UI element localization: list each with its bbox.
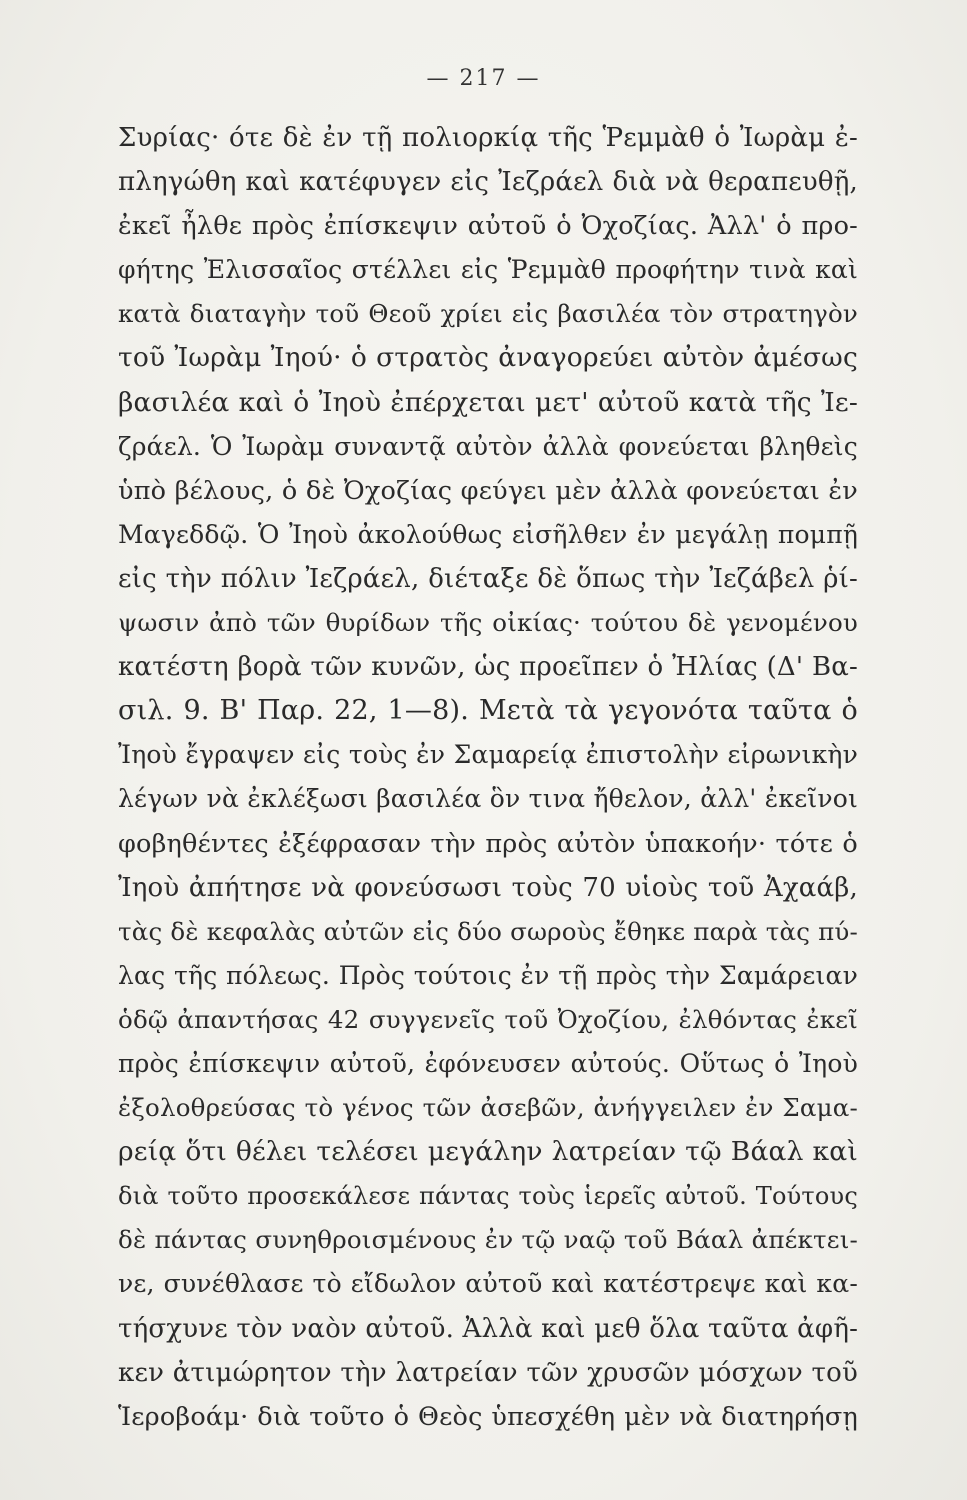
text-line: εἰς τὴν πόλιν Ἰεζράελ, διέταξε δὲ ὅπως τὴν Ἰεζάβελ ῥί- xyxy=(118,563,858,594)
text-line: Ἰηοὺ ἀπήτησε νὰ φονεύσωσι τοὺς 70 υἱοὺς τοῦ Ἀχαάβ, xyxy=(118,872,858,903)
text-line: Συρίας· ότε δὲ ἐν τῇ πολιορκίᾳ τῆς Ῥεμμὰθ ὁ Ἰωρὰμ ἐ- xyxy=(118,123,858,153)
text-line: Ἱεροβοάμ· διὰ τοῦτο ὁ Θεὸς ὑπεσχέθη μὲν νὰ διατηρήσῃ xyxy=(118,1401,858,1432)
text-line: ὑπὸ βέλους, ὁ δὲ Ὀχοζίας φεύγει μὲν ἀλλὰ φονεύεται ἐν xyxy=(118,475,858,506)
text-line: φήτης Ἐλισσαῖος στέλλει εἰς Ῥεμμὰθ προφήτην τινὰ καὶ xyxy=(118,255,858,285)
text-line: λας τῆς πόλεως. Πρὸς τούτοις ἐν τῇ πρὸς τὴν Σαμάρειαν xyxy=(118,960,858,990)
text-line: νε, συνέθλασε τὸ εἴδωλον αὐτοῦ καὶ κατέστρεψε καὶ κα- xyxy=(118,1269,858,1299)
text-line: ζράελ. Ὁ Ἰωρὰμ συναντᾷ αὐτὸν ἀλλὰ φονεύεται βληθεὶς xyxy=(118,431,858,461)
text-line: κατὰ διαταγὴν τοῦ Θεοῦ χρίει εἰς βασιλέα τὸν στρατηγὸν xyxy=(118,299,858,329)
body-text xyxy=(118,116,858,1439)
text-line: πληγώθη καὶ κατέφυγεν εἰς Ἰεζράελ διὰ νὰ θεραπευθῇ, xyxy=(118,167,858,198)
text-line: τήσχυνε τὸν ναὸν αὐτοῦ. Ἀλλὰ καὶ μεθ ὅλα ταῦτα ἀφῆ- xyxy=(118,1313,859,1344)
text-line: Ἰηοὺ ἔγραψεν εἰς τοὺς ἐν Σαμαρείᾳ ἐπιστολὴν εἰρωνικὴν xyxy=(118,740,858,770)
text-line: φοβηθέντες ἐξέφρασαν τὴν πρὸς αὐτὸν ὑπακοήν· τότε ὁ xyxy=(118,828,858,859)
text-line: δὲ πάντας συνηθροισμένους ἐν τῷ ναῷ τοῦ Βάαλ ἀπέκτει- xyxy=(118,1225,858,1255)
text-line: ἐξολοθρεύσας τὸ γένος τῶν ἀσεβῶν, ἀνήγγειλεν ἐν Σαμα- xyxy=(118,1093,858,1123)
text-line: ἐκεῖ ἦλθε πρὸς ἐπίσκεψιν αὐτοῦ ὁ Ὀχοζίας. Ἀλλ' ὁ προ- xyxy=(118,211,858,242)
text-line: ψωσιν ἀπὸ τῶν θυρίδων τῆς οἰκίας· τούτου δὲ γενομένου xyxy=(118,608,858,638)
text-line: κεν ἀτιμώρητον τὴν λατρείαν τῶν χρυσῶν μόσχων τοῦ xyxy=(118,1357,858,1388)
text-line: Μαγεδδῷ. Ὁ Ἰηοὺ ἀκολούθως εἰσῆλθεν ἐν μεγάλῃ πομπῇ xyxy=(118,519,858,549)
text-line: ρείᾳ ὅτι θέλει τελέσει μεγάλην λατρείαν τῷ Βάαλ καὶ xyxy=(118,1136,858,1168)
text-line: τοῦ Ἰωρὰμ Ἰηού· ὁ στρατὸς ἀναγορεύει αὐτὸν ἀμέσως xyxy=(118,342,858,374)
page-number: — 217 — xyxy=(426,66,541,91)
text-line: πρὸς ἐπίσκεψιν αὐτοῦ, ἐφόνευσεν αὐτούς. Οὕτως ὁ Ἰηοὺ xyxy=(118,1048,858,1078)
text-line: διὰ τοῦτο προσεκάλεσε πάντας τοὺς ἱερεῖς αὐτοῦ. Τούτους xyxy=(118,1182,858,1211)
text-line: λέγων νὰ ἐκλέξωσι βασιλέα ὃν τινα ἤθελον, ἀλλ' ἐκεῖνοι xyxy=(118,784,858,814)
text-line: τὰς δὲ κεφαλὰς αὐτῶν εἰς δύο σωροὺς ἔθηκε παρὰ τὰς πύ- xyxy=(118,916,858,946)
text-line: βασιλέα καὶ ὁ Ἰηοὺ ἐπέρχεται μετ' αὐτοῦ κατὰ τῆς Ἰε- xyxy=(118,386,858,418)
text-line: κατέστη βορὰ τῶν κυνῶν, ὡς προεῖπεν ὁ Ἠλίας (Δ' Βα- xyxy=(118,652,858,683)
text-line: ὁδῷ ἀπαντήσας 42 συγγενεῖς τοῦ Ὀχοζίου, ἐλθόντας ἐκεῖ xyxy=(118,1004,858,1034)
text-line: σιλ. 9. Β' Παρ. 22, 1—8). Μετὰ τὰ γεγονότα ταῦτα ὁ xyxy=(118,695,858,727)
